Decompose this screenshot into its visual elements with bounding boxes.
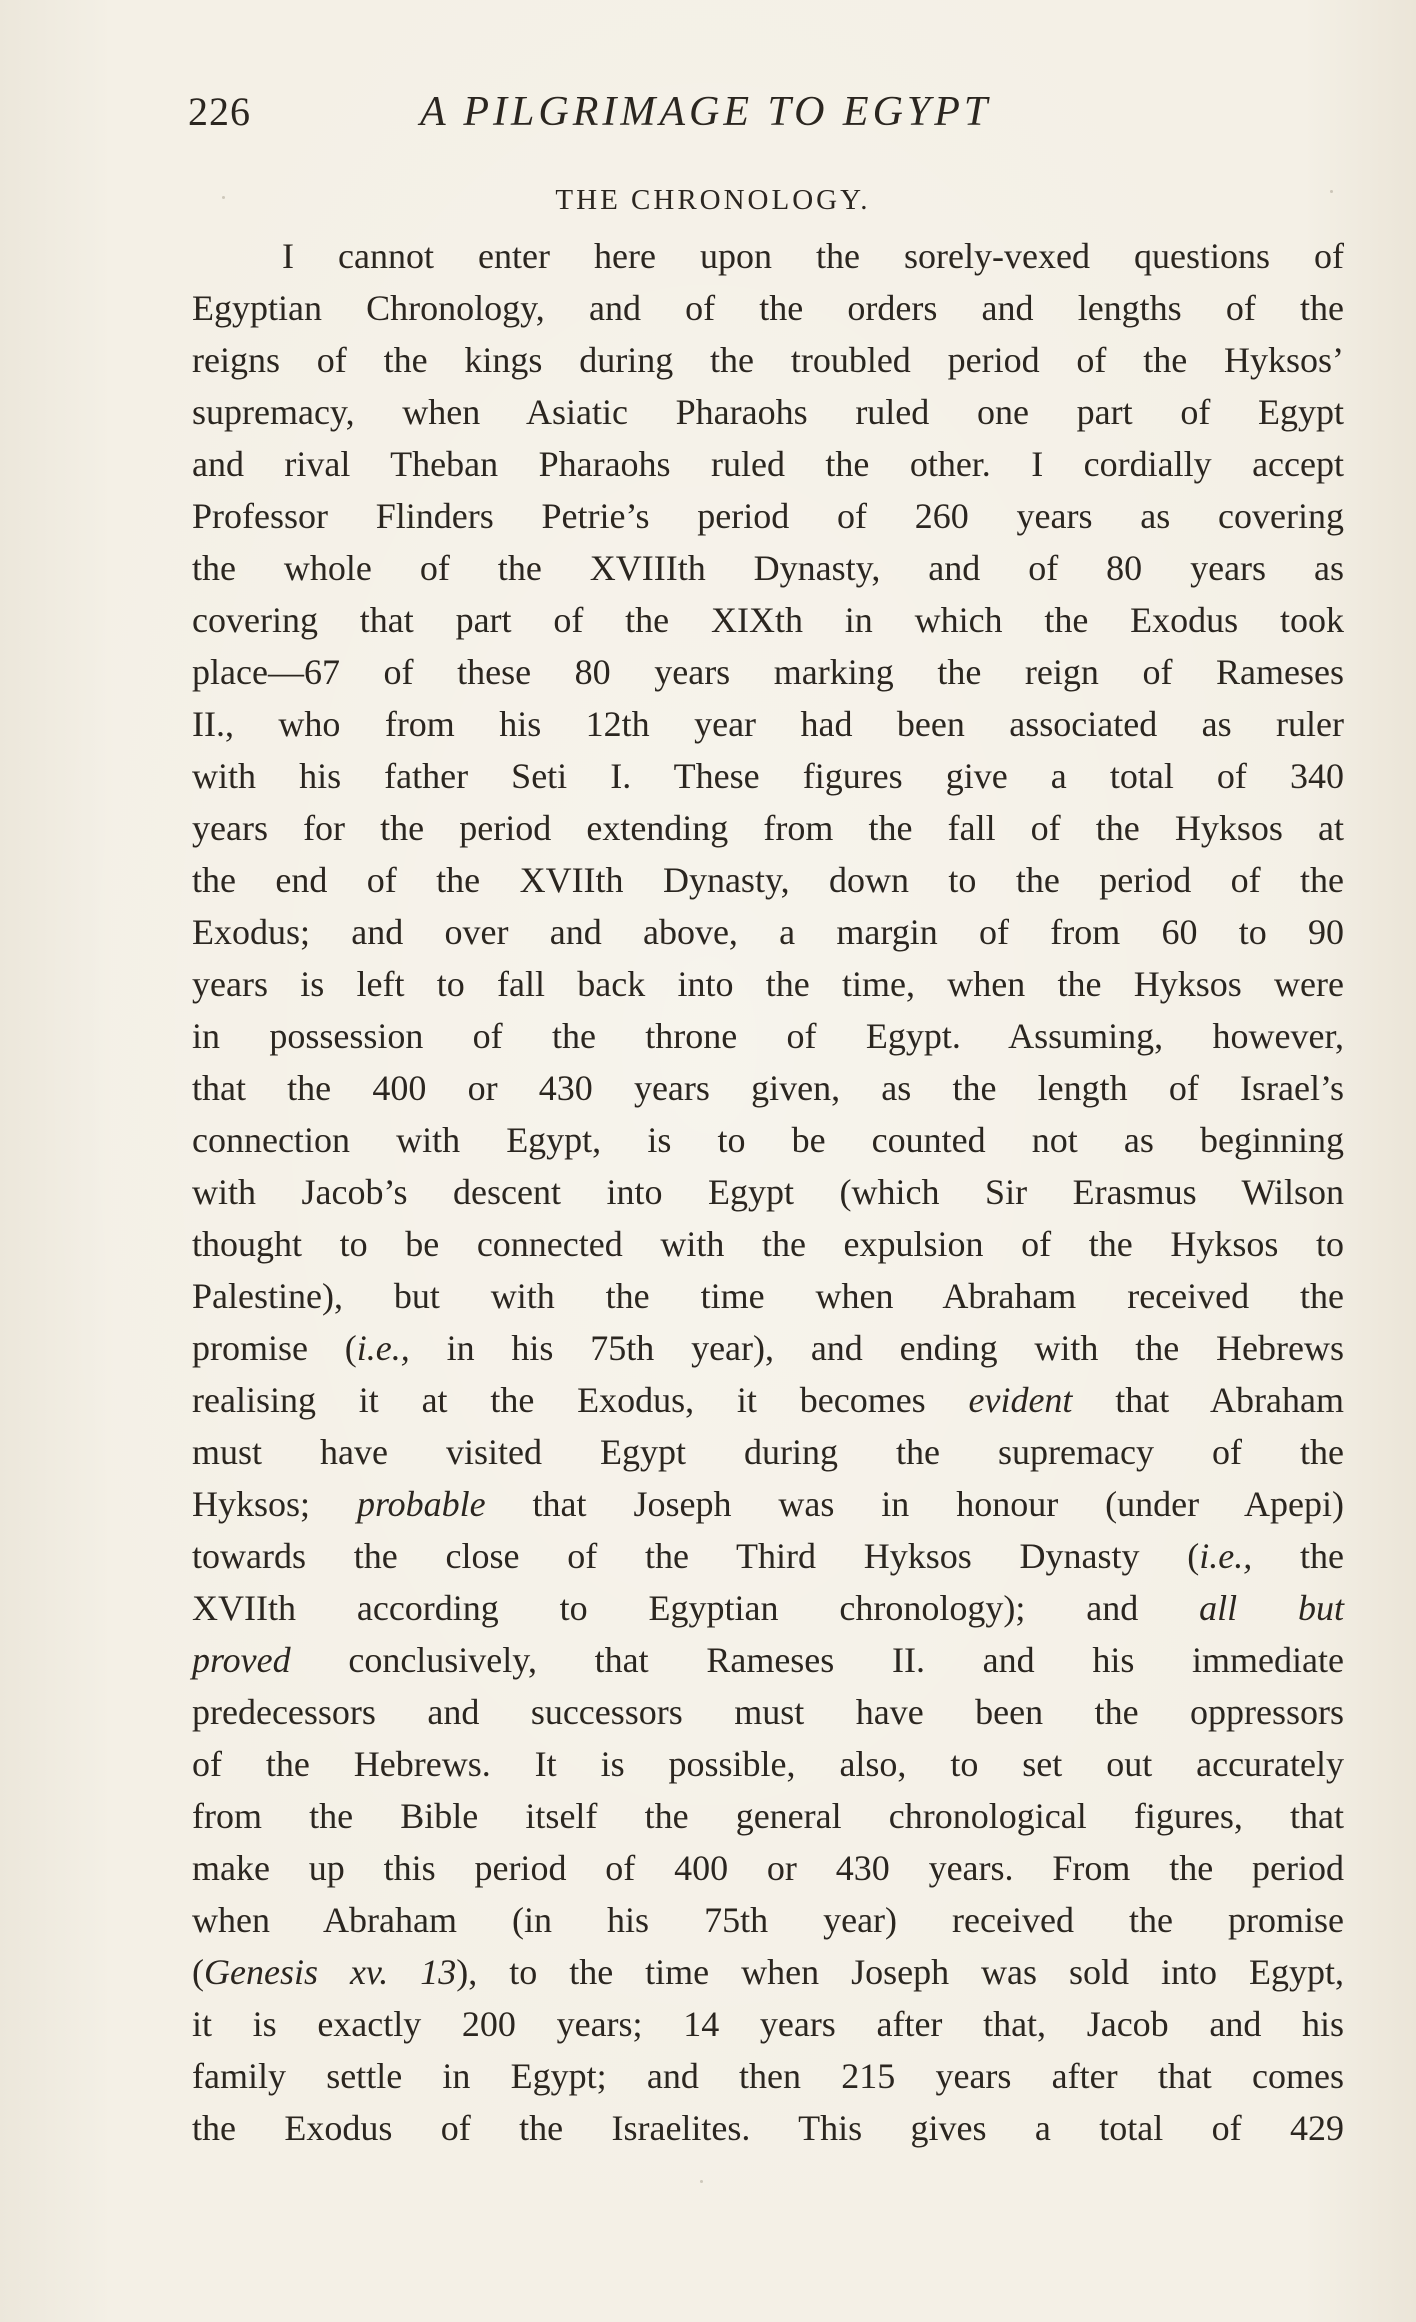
text-line xyxy=(192,802,1344,854)
text-segment: of the Hebrews. It is possible, also, to set out accurately xyxy=(192,1744,1344,1784)
text-line xyxy=(192,646,1344,698)
text-line xyxy=(192,1478,1344,1530)
text-segment: that Abraham xyxy=(1072,1380,1344,1420)
text-segment: ( xyxy=(192,1952,204,1992)
text-segment: ), to the time when Joseph was sold into Egypt, xyxy=(456,1952,1344,1992)
text-segment: years is left to fall back into the time, when the Hyksos were xyxy=(192,964,1344,1004)
text-line xyxy=(192,1322,1344,1374)
text-segment: that the 400 or 430 years given, as the length of Israel’s xyxy=(192,1068,1344,1108)
text-segment: the xyxy=(1252,1536,1345,1576)
text-line xyxy=(192,2102,1344,2154)
text-segment: Professor Flinders Petrie’s period of 260 years as covering xyxy=(192,496,1344,536)
italic-text: proved xyxy=(192,1640,291,1680)
italic-text: i.e., xyxy=(1199,1536,1253,1576)
text-line xyxy=(192,1998,1344,2050)
text-segment: in possession of the throne of Egypt. Assuming, however, xyxy=(192,1016,1344,1056)
text-line xyxy=(192,230,1344,282)
text-segment: Hyksos; xyxy=(192,1484,357,1524)
text-segment: and rival Theban Pharaohs ruled the other. I cordially accept xyxy=(192,444,1344,484)
body-paragraph xyxy=(192,230,1344,2154)
text-segment: covering that part of the XIXth in which the Exodus took xyxy=(192,600,1344,640)
text-line xyxy=(192,1686,1344,1738)
text-segment: thought to be connected with the expulsion of the Hyksos to xyxy=(192,1224,1344,1264)
paper-speck xyxy=(700,2180,703,2183)
text-segment: connection with Egypt, is to be counted not as beginning xyxy=(192,1120,1344,1160)
running-title: A PILGRIMAGE TO EGYPT xyxy=(420,89,992,135)
text-line xyxy=(192,1166,1344,1218)
text-line xyxy=(192,438,1344,490)
text-line xyxy=(192,1374,1344,1426)
text-line xyxy=(192,1530,1344,1582)
paper-speck xyxy=(1330,190,1333,193)
text-segment: II., who from his 12th year had been associated as ruler xyxy=(192,704,1344,744)
page-header xyxy=(188,88,1348,148)
text-segment: reigns of the kings during the troubled period of the Hyksos’ xyxy=(192,340,1344,380)
text-line xyxy=(192,1842,1344,1894)
text-segment: supremacy, when Asiatic Pharaohs ruled one part of Egypt xyxy=(192,392,1344,432)
text-segment: Palestine), but with the time when Abraham received the xyxy=(192,1276,1344,1316)
text-segment: in his 75th year), and ending with the Hebrews xyxy=(409,1328,1345,1368)
text-line xyxy=(192,594,1344,646)
text-segment: I cannot enter here upon the sorely-vexed questions of xyxy=(282,236,1344,276)
text-line xyxy=(192,386,1344,438)
text-line xyxy=(192,1270,1344,1322)
text-line xyxy=(192,1426,1344,1478)
text-segment: years for the period extending from the fall of the Hyksos at xyxy=(192,808,1344,848)
text-segment: with his father Seti I. These figures give a total of 340 xyxy=(192,756,1344,796)
text-line xyxy=(192,1010,1344,1062)
text-line xyxy=(192,958,1344,1010)
text-segment: predecessors and successors must have been the oppressors xyxy=(192,1692,1344,1732)
text-segment: the whole of the XVIIIth Dynasty, and of 80 years as xyxy=(192,548,1344,588)
text-line xyxy=(192,1894,1344,1946)
text-line xyxy=(192,490,1344,542)
paper-speck xyxy=(222,196,225,199)
text-line xyxy=(192,1738,1344,1790)
text-line xyxy=(192,2050,1344,2102)
italic-text: i.e., xyxy=(356,1328,410,1368)
text-segment: promise ( xyxy=(192,1328,357,1368)
italic-text: all but xyxy=(1199,1588,1344,1628)
text-line xyxy=(192,1946,1344,1998)
text-segment: that Joseph was in honour (under Apepi) xyxy=(485,1484,1344,1524)
text-segment: the Exodus of the Israelites. This gives a total of 429 xyxy=(192,2108,1344,2148)
text-segment: when Abraham (in his 75th year) received the promise xyxy=(192,1900,1344,1940)
text-line xyxy=(192,698,1344,750)
text-segment: the end of the XVIIth Dynasty, down to the period of the xyxy=(192,860,1344,900)
text-segment: from the Bible itself the general chronological figures, that xyxy=(192,1796,1344,1836)
text-segment: place—67 of these 80 years marking the reign of Rameses xyxy=(192,652,1344,692)
text-line xyxy=(192,1114,1344,1166)
text-line xyxy=(192,1634,1344,1686)
text-segment: make up this period of 400 or 430 years. From the period xyxy=(192,1848,1344,1888)
text-segment: must have visited Egypt during the supremacy of the xyxy=(192,1432,1344,1472)
text-line xyxy=(192,750,1344,802)
text-line xyxy=(192,1790,1344,1842)
text-segment: towards the close of the Third Hyksos Dynasty ( xyxy=(192,1536,1200,1576)
text-line xyxy=(192,906,1344,958)
text-segment: family settle in Egypt; and then 215 years after that comes xyxy=(192,2056,1344,2096)
text-segment: Egyptian Chronology, and of the orders and lengths of the xyxy=(192,288,1344,328)
text-segment: conclusively, that Rameses II. and his immediate xyxy=(290,1640,1344,1680)
text-line xyxy=(192,854,1344,906)
text-line xyxy=(192,1218,1344,1270)
italic-text: evident xyxy=(968,1380,1073,1420)
page-number: 226 xyxy=(188,89,251,134)
italic-text: probable xyxy=(356,1484,486,1524)
text-line xyxy=(192,334,1344,386)
text-segment: XVIIth according to Egyptian chronology); and xyxy=(192,1588,1200,1628)
text-segment: realising it at the Exodus, it becomes xyxy=(192,1380,969,1420)
italic-text: Genesis xv. 13 xyxy=(204,1952,457,1992)
text-segment: Exodus; and over and above, a margin of from 60 to 90 xyxy=(192,912,1344,952)
text-segment: it is exactly 200 years; 14 years after that, Jacob and his xyxy=(192,2004,1344,2044)
text-segment: with Jacob’s descent into Egypt (which Sir Erasmus Wilson xyxy=(192,1172,1344,1212)
text-line xyxy=(192,1062,1344,1114)
text-line xyxy=(192,542,1344,594)
section-heading: THE CHRONOLOGY. xyxy=(555,184,871,216)
text-line xyxy=(192,1582,1344,1634)
text-line xyxy=(192,282,1344,334)
